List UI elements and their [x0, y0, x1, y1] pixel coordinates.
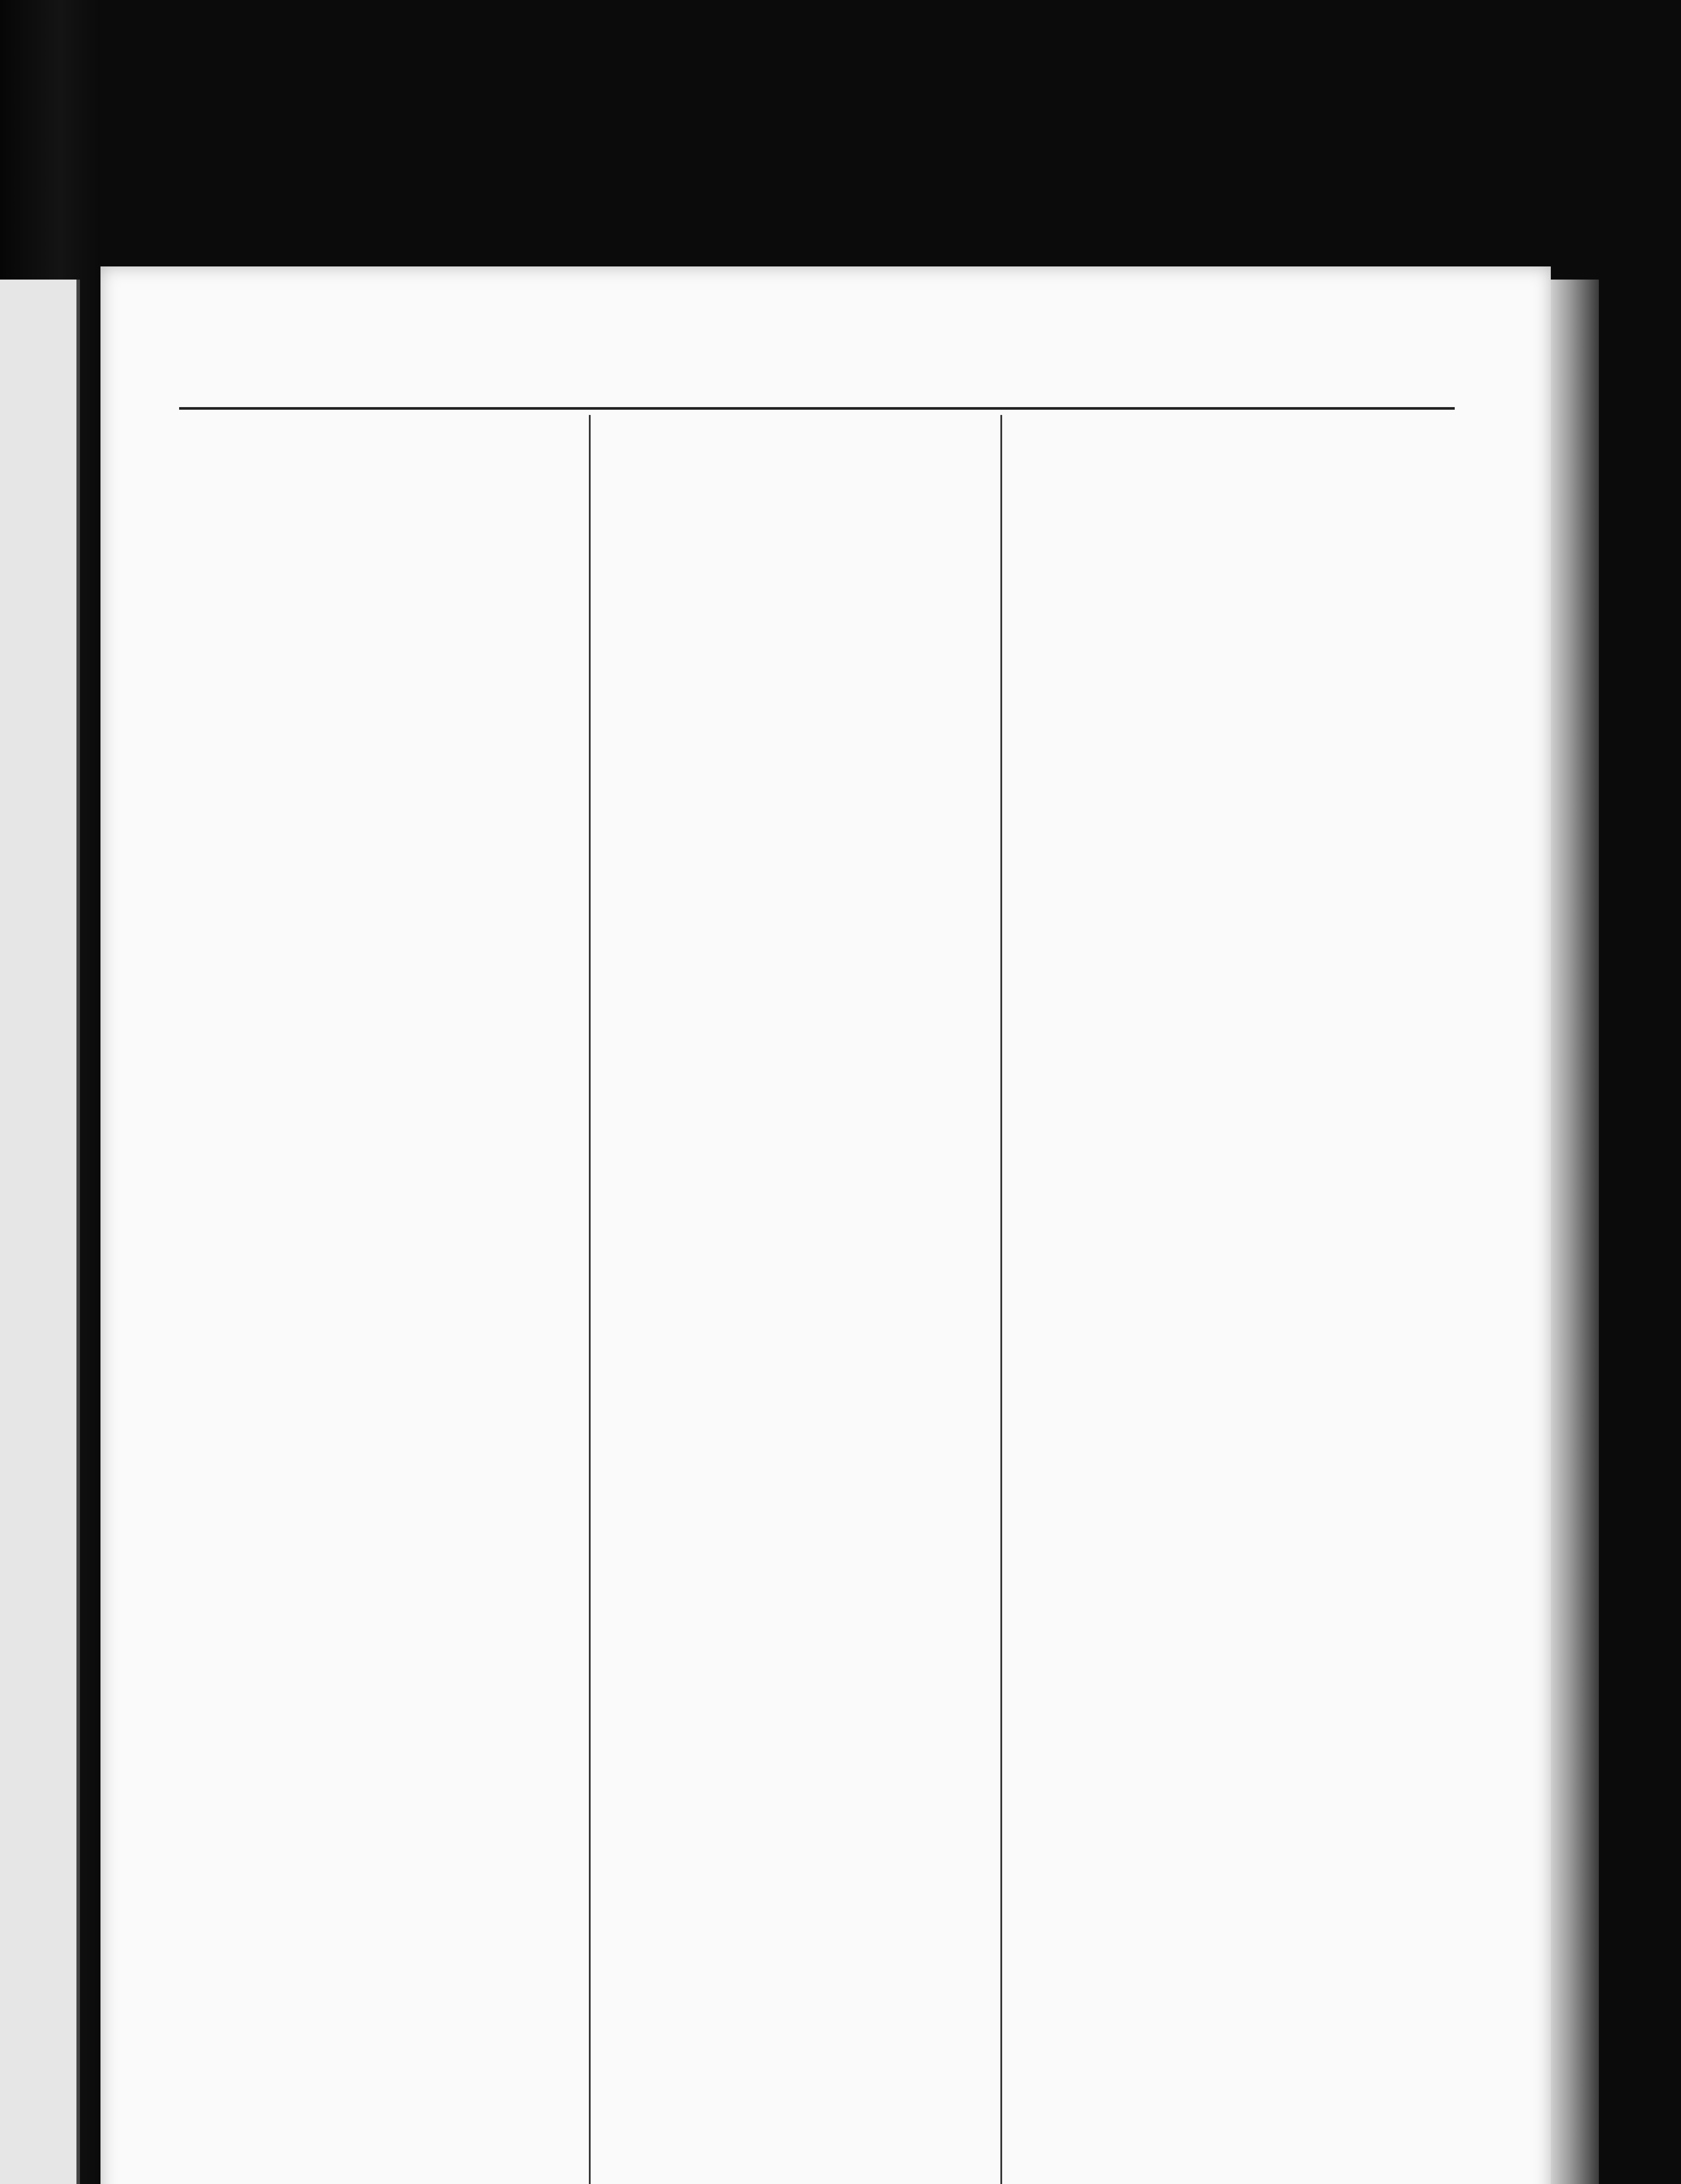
column-divider: [589, 415, 591, 2184]
column-3: [1009, 419, 1455, 2184]
facing-page-fragment: [0, 280, 80, 2184]
page-header: [179, 367, 1455, 406]
page-edge-shadow: [1551, 280, 1599, 2184]
column-divider: [1000, 415, 1002, 2184]
header-rule: [179, 407, 1455, 410]
newspaper-page: [100, 266, 1551, 2184]
column-1: [179, 419, 581, 2184]
column-2: [598, 419, 992, 2184]
